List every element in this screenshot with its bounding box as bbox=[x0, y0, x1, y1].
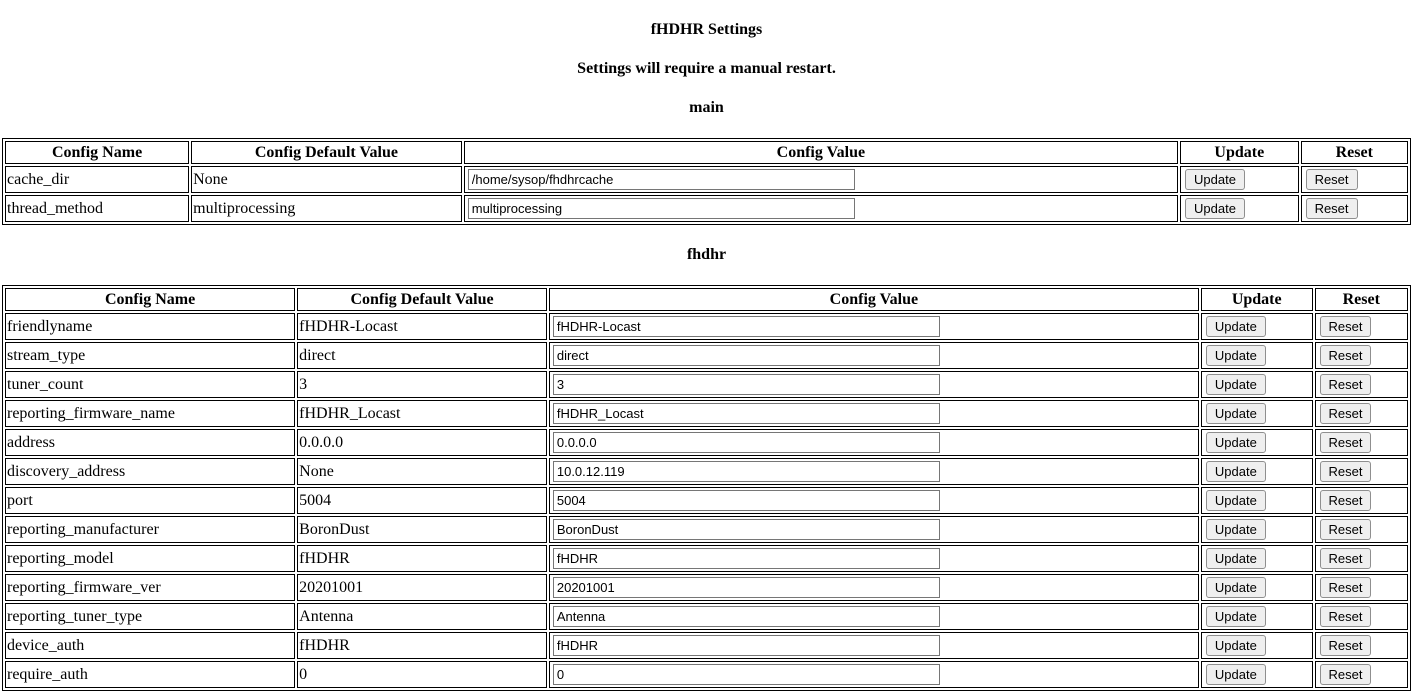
column-header-config-value: Config Value bbox=[549, 288, 1199, 311]
section-title-fhdhr: fhdhr bbox=[686, 246, 727, 263]
header-row bbox=[5, 288, 1408, 311]
config-value-cell bbox=[549, 371, 1199, 398]
config-name-cell: thread_method bbox=[5, 195, 189, 222]
update-cell bbox=[1201, 574, 1313, 601]
update-cell bbox=[1201, 516, 1313, 543]
config-value-cell bbox=[464, 195, 1178, 222]
reset-button[interactable]: Reset bbox=[1320, 316, 1372, 337]
config-default-value-cell: multiprocessing bbox=[191, 195, 462, 222]
config-name-cell: reporting_model bbox=[5, 545, 295, 572]
update-button[interactable]: Update bbox=[1206, 461, 1266, 482]
config-name-cell: port bbox=[5, 487, 295, 514]
config-value-cell bbox=[549, 313, 1199, 340]
update-cell bbox=[1201, 603, 1313, 630]
column-header-config-name: Config Name bbox=[5, 141, 189, 164]
config-name-cell: discovery_address bbox=[5, 458, 295, 485]
section-title-main: main bbox=[689, 99, 724, 116]
config-default-value-cell: None bbox=[297, 458, 547, 485]
reset-button[interactable]: Reset bbox=[1320, 490, 1372, 511]
config-name-cell: cache_dir bbox=[5, 166, 189, 193]
config-name-cell: reporting_manufacturer bbox=[5, 516, 295, 543]
config-default-value-cell: direct bbox=[297, 342, 547, 369]
config-name-cell: reporting_firmware_ver bbox=[5, 574, 295, 601]
update-cell bbox=[1180, 166, 1299, 193]
config-value-input[interactable] bbox=[553, 432, 940, 453]
header-row bbox=[5, 141, 1408, 164]
config-default-value-cell: 20201001 bbox=[297, 574, 547, 601]
column-header-reset: Reset bbox=[1301, 141, 1408, 164]
reset-button[interactable]: Reset bbox=[1306, 198, 1358, 219]
update-button[interactable]: Update bbox=[1206, 403, 1266, 424]
update-cell bbox=[1201, 313, 1313, 340]
reset-cell bbox=[1315, 545, 1408, 572]
page-title: fHDHR Settings bbox=[650, 21, 763, 38]
config-default-value-cell: BoronDust bbox=[297, 516, 547, 543]
reset-button[interactable]: Reset bbox=[1320, 374, 1372, 395]
update-button[interactable]: Update bbox=[1185, 198, 1245, 219]
table-row bbox=[5, 458, 1408, 485]
config-default-value-cell: fHDHR bbox=[297, 545, 547, 572]
config-value-cell bbox=[549, 400, 1199, 427]
update-button[interactable]: Update bbox=[1206, 345, 1266, 366]
reset-cell bbox=[1315, 429, 1408, 456]
update-cell bbox=[1201, 545, 1313, 572]
update-button[interactable]: Update bbox=[1206, 316, 1266, 337]
reset-button[interactable]: Reset bbox=[1320, 461, 1372, 482]
config-value-cell bbox=[549, 487, 1199, 514]
reset-cell bbox=[1315, 458, 1408, 485]
update-button[interactable]: Update bbox=[1206, 432, 1266, 453]
config-default-value-cell: None bbox=[191, 166, 462, 193]
table-row bbox=[5, 429, 1408, 456]
config-value-cell bbox=[549, 516, 1199, 543]
table-row bbox=[5, 166, 1408, 193]
reset-button[interactable]: Reset bbox=[1320, 606, 1372, 627]
reset-cell bbox=[1301, 195, 1408, 222]
table-row bbox=[5, 313, 1408, 340]
update-button[interactable]: Update bbox=[1206, 490, 1266, 511]
config-default-value-cell: 5004 bbox=[297, 487, 547, 514]
settings-table-main bbox=[2, 138, 1411, 225]
reset-button[interactable]: Reset bbox=[1320, 664, 1372, 685]
table-row bbox=[5, 545, 1408, 572]
reset-button[interactable]: Reset bbox=[1306, 169, 1358, 190]
config-value-input[interactable] bbox=[468, 169, 855, 190]
table-row bbox=[5, 342, 1408, 369]
reset-cell bbox=[1315, 574, 1408, 601]
reset-cell bbox=[1315, 313, 1408, 340]
reset-cell bbox=[1315, 400, 1408, 427]
reset-button[interactable]: Reset bbox=[1320, 345, 1372, 366]
config-name-cell: reporting_tuner_type bbox=[5, 603, 295, 630]
column-header-config-default-value: Config Default Value bbox=[191, 141, 462, 164]
config-default-value-cell: 0 bbox=[297, 661, 547, 688]
config-default-value-cell: fHDHR_Locast bbox=[297, 400, 547, 427]
update-button[interactable]: Update bbox=[1206, 635, 1266, 656]
config-value-input[interactable] bbox=[553, 606, 940, 627]
config-value-cell bbox=[464, 166, 1178, 193]
reset-button[interactable]: Reset bbox=[1320, 403, 1372, 424]
config-value-input[interactable] bbox=[553, 403, 940, 424]
config-value-input[interactable] bbox=[553, 519, 940, 540]
update-button[interactable]: Update bbox=[1206, 664, 1266, 685]
config-value-input[interactable] bbox=[553, 345, 940, 366]
page-subtitle: Settings will require a manual restart. bbox=[577, 60, 836, 77]
config-name-cell: tuner_count bbox=[5, 371, 295, 398]
config-default-value-cell: fHDHR-Locast bbox=[297, 313, 547, 340]
reset-button[interactable]: Reset bbox=[1320, 577, 1372, 598]
update-cell bbox=[1201, 371, 1313, 398]
table-row bbox=[5, 195, 1408, 222]
reset-cell bbox=[1315, 516, 1408, 543]
update-cell bbox=[1201, 400, 1313, 427]
column-header-config-value: Config Value bbox=[464, 141, 1178, 164]
update-cell bbox=[1201, 429, 1313, 456]
config-value-input[interactable] bbox=[553, 548, 940, 569]
column-header-config-default-value: Config Default Value bbox=[297, 288, 547, 311]
settings-sections bbox=[2, 99, 1411, 691]
reset-cell bbox=[1315, 603, 1408, 630]
config-value-cell bbox=[549, 458, 1199, 485]
update-cell bbox=[1180, 195, 1299, 222]
reset-button[interactable]: Reset bbox=[1320, 432, 1372, 453]
config-default-value-cell: 3 bbox=[297, 371, 547, 398]
update-button[interactable]: Update bbox=[1206, 606, 1266, 627]
update-button[interactable]: Update bbox=[1206, 519, 1266, 540]
table-row bbox=[5, 632, 1408, 659]
config-value-input[interactable] bbox=[553, 577, 940, 598]
config-value-cell bbox=[549, 342, 1199, 369]
reset-button[interactable]: Reset bbox=[1320, 548, 1372, 569]
reset-button[interactable]: Reset bbox=[1320, 635, 1372, 656]
update-cell bbox=[1201, 487, 1313, 514]
table-row bbox=[5, 371, 1408, 398]
config-value-input[interactable] bbox=[553, 461, 940, 482]
table-row bbox=[5, 400, 1408, 427]
reset-cell bbox=[1301, 166, 1408, 193]
config-value-input[interactable] bbox=[553, 635, 940, 656]
config-default-value-cell: fHDHR bbox=[297, 632, 547, 659]
column-header-update: Update bbox=[1201, 288, 1313, 311]
config-value-cell bbox=[549, 632, 1199, 659]
config-name-cell: device_auth bbox=[5, 632, 295, 659]
config-default-value-cell: Antenna bbox=[297, 603, 547, 630]
update-button[interactable]: Update bbox=[1185, 169, 1245, 190]
reset-cell bbox=[1315, 632, 1408, 659]
update-cell bbox=[1201, 458, 1313, 485]
config-default-value-cell: 0.0.0.0 bbox=[297, 429, 547, 456]
config-value-cell bbox=[549, 545, 1199, 572]
settings-table-fhdhr bbox=[2, 285, 1411, 691]
config-name-cell: friendlyname bbox=[5, 313, 295, 340]
reset-cell bbox=[1315, 487, 1408, 514]
update-button[interactable]: Update bbox=[1206, 374, 1266, 395]
config-value-input[interactable] bbox=[553, 374, 940, 395]
config-name-cell: require_auth bbox=[5, 661, 295, 688]
config-value-cell bbox=[549, 574, 1199, 601]
table-row bbox=[5, 603, 1408, 630]
update-cell bbox=[1201, 342, 1313, 369]
reset-cell bbox=[1315, 371, 1408, 398]
config-value-cell bbox=[549, 603, 1199, 630]
config-value-cell bbox=[549, 429, 1199, 456]
update-cell bbox=[1201, 632, 1313, 659]
reset-cell bbox=[1315, 342, 1408, 369]
config-value-input[interactable] bbox=[468, 198, 855, 219]
column-header-update: Update bbox=[1180, 141, 1299, 164]
column-header-reset: Reset bbox=[1315, 288, 1408, 311]
config-name-cell: reporting_firmware_name bbox=[5, 400, 295, 427]
config-value-input[interactable] bbox=[553, 316, 940, 337]
update-button[interactable]: Update bbox=[1206, 548, 1266, 569]
table-row bbox=[5, 487, 1408, 514]
table-row bbox=[5, 516, 1408, 543]
update-button[interactable]: Update bbox=[1206, 577, 1266, 598]
config-value-input[interactable] bbox=[553, 490, 940, 511]
config-name-cell: address bbox=[5, 429, 295, 456]
reset-button[interactable]: Reset bbox=[1320, 519, 1372, 540]
column-header-config-name: Config Name bbox=[5, 288, 295, 311]
table-row bbox=[5, 574, 1408, 601]
config-name-cell: stream_type bbox=[5, 342, 295, 369]
